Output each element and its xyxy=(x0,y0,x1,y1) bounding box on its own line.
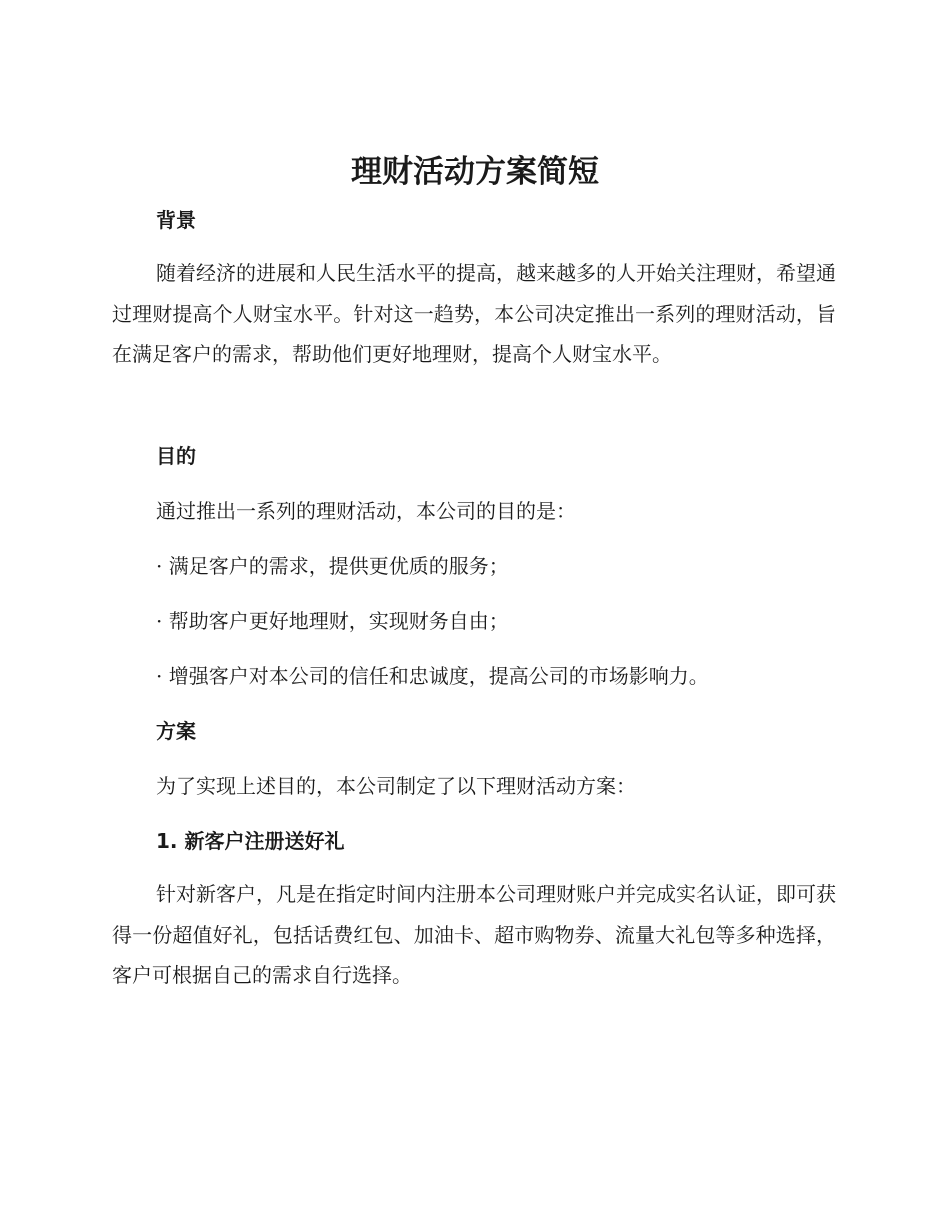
plan-paragraph: 针对新客户，凡是在指定时间内注册本公司理财账户并完成实名认证，即可获得一份超值好礼，包括话费红包、加油卡、超市购物券、流量大礼包等多种选择，客户可根据自己的需求自行选择。 xyxy=(112,882,836,987)
purpose-list-item: · 帮助客户更好地理财，实现财务自由； xyxy=(156,609,509,633)
purpose-list-item: · 增强客户对本公司的信任和忠诚度，提高公司的市场影响力。 xyxy=(156,664,709,688)
background-paragraph: 随着经济的进展和人民生活水平的提高，越来越多的人开始关注理财，希望通过理财提高个人财宝水平。针对这一趋势，本公司决定推出一系列的理财活动，旨在满足客户的需求，帮助他们更好地理财，提高个人财宝水平。 xyxy=(112,261,836,366)
plan-intro: 为了实现上述目的，本公司制定了以下理财活动方案： xyxy=(156,774,636,798)
section-heading-purpose: 目的 xyxy=(156,444,196,468)
purpose-intro: 通过推出一系列的理财活动，本公司的目的是： xyxy=(156,499,576,523)
section-heading-plan: 方案 xyxy=(156,719,196,743)
section-heading-background: 背景 xyxy=(156,208,196,232)
purpose-list-item: · 满足客户的需求，提供更优质的服务； xyxy=(156,554,509,578)
plan-subheading: 1. 新客户注册送好礼 xyxy=(156,829,345,853)
document-title: 理财活动方案简短 xyxy=(351,154,599,190)
